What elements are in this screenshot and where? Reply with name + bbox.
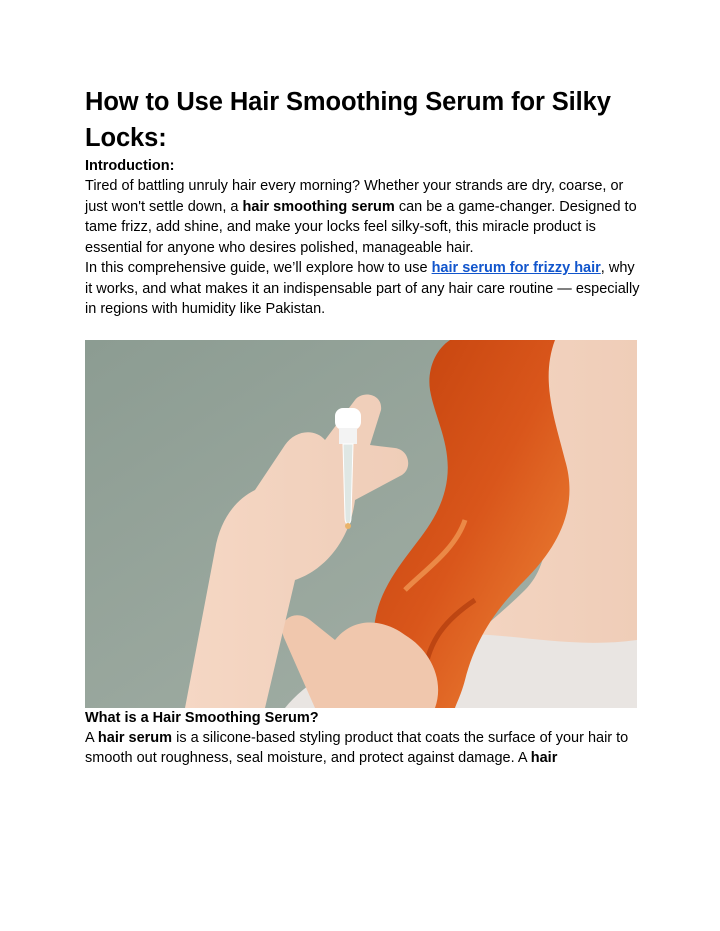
serum-text-2: is a silicone-based styling product that coats the surface of your hair to smooth out roughness, seal moisture, and protect against damage. A (85, 729, 629, 766)
intro-bold-term: hair smoothing serum (242, 198, 395, 215)
dropper-collar (339, 428, 357, 444)
serum-bold-term-1: hair serum (97, 729, 173, 746)
guide-text-2: , why it works, and what makes it an indispensable part of any hair care routine — especially in regions with humidity like Pakistan. (85, 260, 640, 317)
intro-paragraph (85, 176, 645, 258)
hair-serum-photo (85, 340, 637, 708)
serum-bold-term-2: hair (530, 750, 558, 766)
serum-paragraph (85, 728, 645, 769)
document-title: How to Use Hair Smoothing Serum for Silky Locks: (85, 88, 611, 152)
glass-pipette (343, 444, 353, 524)
frizzy-hair-serum-link[interactable]: hair serum for frizzy hair (431, 260, 601, 276)
dropper-cap (335, 408, 361, 430)
serum-text-1: A (85, 729, 98, 746)
introduction-heading: Introduction: (85, 158, 175, 174)
intro-text-1: Tired of battling unruly hair every morning? Whether your strands are dry, coarse, or just won't settle down, a (85, 178, 624, 215)
guide-text-1: In this comprehensive guide, we’ll explore how to use (85, 260, 432, 276)
intro-text-2: can be a game-changer. Designed to tame frizz, add shine, and make your locks feel silky-soft, this miracle product is essential for anyone who desires polished, manageable hair. (85, 198, 637, 256)
guide-paragraph (85, 258, 645, 320)
what-is-serum-heading: What is a Hair Smoothing Serum? (85, 709, 319, 726)
document-page (85, 84, 645, 769)
serum-drop (345, 523, 351, 529)
